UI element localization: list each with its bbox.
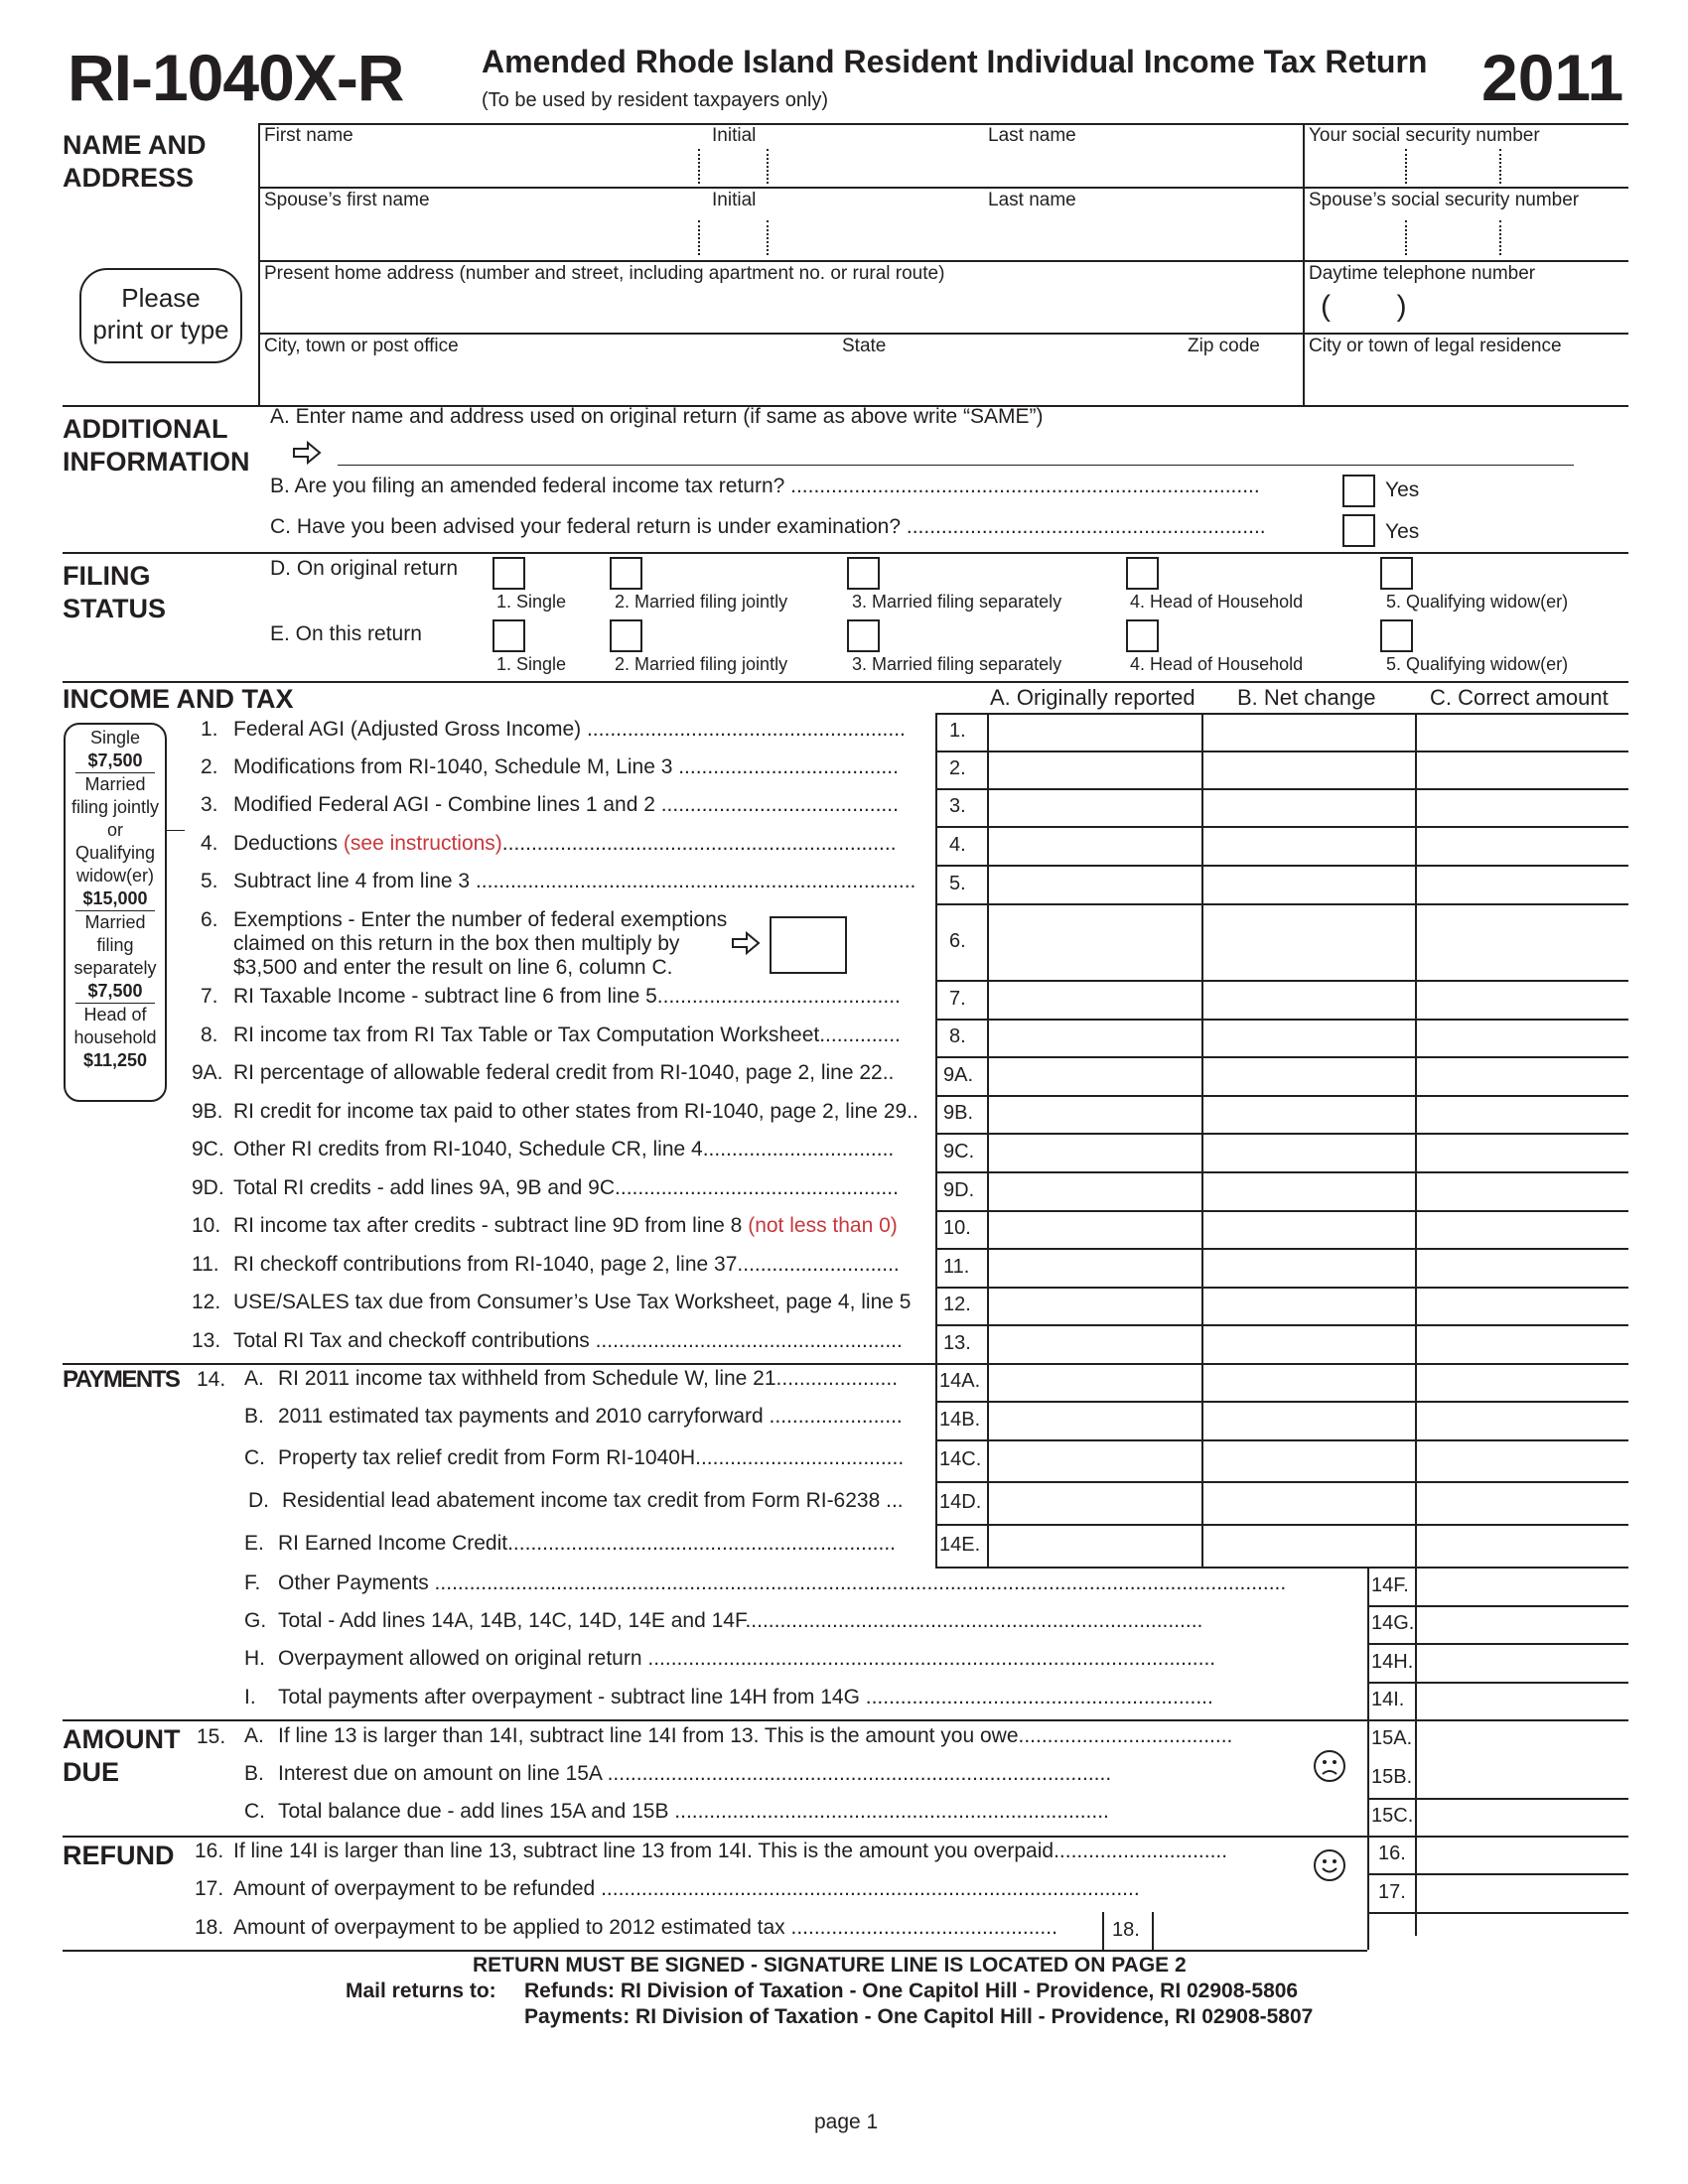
column-c-input[interactable] (1417, 1058, 1626, 1093)
line-number: 18. (195, 1916, 224, 1939)
this-married-jointly-checkbox[interactable] (610, 619, 642, 652)
this-qualifying-widower-checkbox[interactable] (1380, 619, 1413, 652)
column-c-input[interactable] (1417, 752, 1626, 786)
line-description: Total RI credits - add lines 9A, 9B and 9C................................................. (233, 1176, 899, 1199)
line-14-number: 14. (197, 1368, 226, 1391)
column-c-input[interactable] (1417, 1483, 1626, 1522)
question-a: A. Enter name and address used on original return (if same as above write “SAME”) (270, 405, 1044, 428)
arrow-icon (292, 441, 322, 470)
line-description: If line 13 is larger than 14I, subtract line 14I from 13. This is the amount you owe..................................... (278, 1724, 1233, 1747)
spouse-ssn-label: Spouse’s social security number (1309, 190, 1580, 210)
line-box-label: 15C. (1371, 1805, 1414, 1827)
line-letter: I. (244, 1686, 256, 1708)
estimated-tax-input[interactable] (1154, 1914, 1365, 1948)
column-b-input[interactable] (1203, 1021, 1413, 1054)
original-option-married-separately: 3. Married filing separately (852, 592, 1062, 612)
spouse-first-name-label: Spouse’s first name (264, 190, 430, 210)
spouse-initial-label: Initial (712, 190, 757, 210)
column-a-input[interactable] (989, 1173, 1199, 1208)
line-description: If line 14I is larger than line 13, subtract line 13 from 14I. This is the amount you overpaid.............................. (233, 1840, 1228, 1862)
this-option-head-of-household: 4. Head of Household (1130, 654, 1304, 674)
column-c-input[interactable] (1417, 1212, 1626, 1246)
line-letter: B. (244, 1405, 264, 1428)
line-box-label: 11. (943, 1255, 970, 1278)
column-c-input[interactable] (1417, 1021, 1626, 1054)
line-box-label: 8. (949, 1025, 966, 1047)
under-examination-yes-checkbox[interactable] (1342, 514, 1375, 547)
column-b-input[interactable] (1203, 1403, 1413, 1437)
column-c-input[interactable] (1417, 790, 1626, 824)
line-box-label: 15A. (1371, 1726, 1413, 1749)
original-qualifying-widower-checkbox[interactable] (1380, 557, 1413, 590)
original-option-single: 1. Single (496, 592, 567, 612)
column-c-input[interactable] (1417, 1097, 1626, 1131)
column-a-input[interactable] (989, 828, 1199, 863)
line-box-label: 14C. (939, 1448, 982, 1470)
line-description: Total payments after overpayment - subtract line 14H from 14G ............................................................ (278, 1686, 1213, 1708)
initial-label: Initial (712, 125, 757, 146)
column-a-input[interactable] (989, 982, 1199, 1017)
line-description: USE/SALES tax due from Consumer’s Use Tax Worksheet, page 4, line 5 (233, 1291, 912, 1313)
phone-input[interactable] (1307, 288, 1626, 330)
column-a-input[interactable] (989, 1058, 1199, 1093)
line-description: RI percentage of allowable federal credit from RI-1040, page 2, line 22.. (233, 1061, 895, 1084)
arrow-icon (731, 931, 761, 960)
line-description: Amount of overpayment to be refunded ............................................................................................. (233, 1877, 1140, 1900)
line-number: 4. (201, 832, 218, 855)
column-a-input[interactable] (989, 715, 1199, 749)
address-label: Present home address (number and street, including apartment no. or rural route) (264, 263, 945, 284)
column-c-input[interactable] (1417, 1441, 1626, 1479)
column-b-input[interactable] (1203, 1326, 1413, 1361)
line-box-label: 4. (949, 833, 966, 856)
column-b-input[interactable] (1203, 1289, 1413, 1322)
line-description: RI income tax after credits - subtract line 9D from line 8 (not less than 0) (233, 1214, 898, 1237)
original-name-address-input[interactable] (338, 437, 1574, 465)
section-additional-information: ADDITIONAL INFORMATION (63, 414, 250, 477)
column-b-input[interactable] (1203, 982, 1413, 1017)
column-a-input[interactable] (989, 867, 1199, 901)
under-examination-yes-label: Yes (1385, 520, 1420, 543)
column-a-input[interactable] (989, 1097, 1199, 1131)
line-box-label: 9D. (943, 1178, 975, 1201)
this-option-married-separately: 3. Married filing separately (852, 654, 1062, 674)
this-single-checkbox[interactable] (492, 619, 525, 652)
city-label: City, town or post office (264, 336, 459, 356)
column-c-input[interactable] (1417, 1326, 1626, 1361)
question-c: C. Have you been advised your federal return is under examination? .............................................................. (270, 515, 1266, 538)
section-refund: REFUND (63, 1841, 175, 1870)
last-name-label: Last name (988, 125, 1076, 146)
column-c-input[interactable] (1417, 867, 1626, 901)
this-return-label: E. On this return (270, 622, 422, 645)
line-letter: F. (244, 1571, 261, 1594)
column-c-input[interactable] (1417, 1645, 1626, 1680)
form-title: Amended Rhode Island Resident Individual Income Tax Return (482, 44, 1428, 79)
page-number: page 1 (814, 2111, 879, 2133)
original-option-qualifying-widower: 5. Qualifying widow(er) (1386, 592, 1569, 612)
this-option-qualifying-widower: 5. Qualifying widow(er) (1386, 654, 1569, 674)
column-a-input[interactable] (989, 1326, 1199, 1361)
section-payments: PAYMENTS (63, 1366, 180, 1393)
line-number: 12. (192, 1291, 221, 1313)
zip-label: Zip code (1188, 336, 1260, 356)
column-c-input[interactable] (1417, 1607, 1626, 1641)
column-b-input[interactable] (1203, 828, 1413, 863)
address-input[interactable] (262, 288, 1301, 330)
phone-label: Daytime telephone number (1309, 263, 1536, 284)
column-a-input[interactable] (989, 1135, 1199, 1169)
line-box-label: 14H. (1371, 1650, 1414, 1673)
column-a-input[interactable] (989, 1021, 1199, 1054)
column-b-input[interactable] (1203, 1365, 1413, 1399)
line-description: RI income tax from RI Tax Table or Tax Computation Worksheet.............. (233, 1024, 901, 1046)
amended-federal-yes-checkbox[interactable] (1342, 475, 1375, 507)
line-box-label: 12. (943, 1294, 971, 1315)
line-description: 2011 estimated tax payments and 2010 carryforward ....................... (278, 1405, 903, 1428)
spouse-last-name-input[interactable] (771, 220, 1301, 258)
original-married-jointly-checkbox[interactable] (610, 557, 642, 590)
column-a-header: A. Originally reported (990, 685, 1196, 710)
line-description: Federal AGI (Adjusted Gross Income) ....................................................... (233, 718, 906, 741)
column-b-input[interactable] (1203, 1483, 1413, 1522)
column-c-input[interactable] (1417, 1875, 1626, 1910)
initial-input[interactable] (701, 149, 765, 185)
frown-face-icon (1313, 1749, 1346, 1783)
section-amount-due: AMOUNT DUE (63, 1724, 181, 1787)
line-box-label: 3. (949, 795, 966, 817)
column-b-input[interactable] (1203, 790, 1413, 824)
line-number: 6. (201, 908, 218, 931)
phone-parentheses: ( ) (1321, 290, 1407, 323)
line-number: 13. (192, 1329, 221, 1352)
line-box-label: 14D. (939, 1490, 982, 1513)
column-a-input[interactable] (989, 1365, 1199, 1399)
line-description: Total balance due - add lines 15A and 15B ........................................................................... (278, 1800, 1109, 1823)
line-box-label: 9A. (943, 1063, 974, 1086)
original-return-label: D. On original return (270, 557, 459, 580)
line-description: RI credit for income tax paid to other states from RI-1040, page 2, line 29.. (233, 1100, 918, 1123)
column-c-input[interactable] (1417, 1800, 1626, 1834)
line-letter: C. (244, 1800, 265, 1823)
line-number: 3. (201, 793, 218, 816)
line-letter: B. (244, 1762, 264, 1785)
line-description: RI Taxable Income - subtract line 6 from line 5.......................................... (233, 985, 901, 1008)
column-c-header: C. Correct amount (1430, 685, 1609, 710)
line-letter: G. (244, 1609, 267, 1632)
line-box-label: 7. (949, 987, 966, 1010)
column-b-input[interactable] (1203, 1058, 1413, 1093)
column-a-input[interactable] (989, 1250, 1199, 1285)
line-box-label: 16. (1378, 1843, 1406, 1864)
column-b-input[interactable] (1203, 1212, 1413, 1246)
column-a-input[interactable] (989, 1212, 1199, 1246)
line-box-label: 18. (1112, 1919, 1140, 1941)
line-box-label: 5. (949, 872, 966, 894)
line-number: 2. (201, 755, 218, 778)
line-letter: D. (248, 1489, 269, 1512)
line-box-label: 15B. (1371, 1766, 1413, 1788)
column-c-input[interactable] (1417, 1403, 1626, 1437)
column-b-input[interactable] (1203, 1250, 1413, 1285)
spouse-first-name-input[interactable] (262, 220, 695, 258)
first-name-input[interactable] (262, 149, 695, 185)
column-c-input[interactable] (1417, 1721, 1626, 1756)
spouse-last-name-label: Last name (988, 190, 1076, 210)
column-a-input[interactable] (989, 1483, 1199, 1522)
this-married-separately-checkbox[interactable] (847, 619, 880, 652)
column-c-input[interactable] (1417, 1760, 1626, 1796)
spouse-ssn-input[interactable] (1307, 220, 1626, 258)
column-a-input[interactable] (989, 1289, 1199, 1322)
this-option-single: 1. Single (496, 654, 567, 674)
refunds-address: Refunds: RI Division of Taxation - One Capitol Hill - Providence, RI 02908-5806 (524, 1979, 1299, 2002)
column-b-input[interactable] (1203, 1135, 1413, 1169)
line-box-label: 6. (949, 929, 966, 952)
line-number: 9C. (192, 1138, 224, 1160)
city-input[interactable] (262, 359, 1301, 403)
column-c-input[interactable] (1417, 715, 1626, 749)
line-letter: H. (244, 1647, 265, 1670)
line-box-label: 14E. (939, 1533, 981, 1556)
line-box-label: 9C. (943, 1140, 975, 1162)
line-letter: C. (244, 1446, 265, 1469)
payments-address: Payments: RI Division of Taxation - One Capitol Hill - Providence, RI 02908-5807 (524, 2005, 1314, 2028)
column-a-input[interactable] (989, 752, 1199, 786)
this-option-married-jointly: 2. Married filing jointly (615, 654, 788, 674)
ssn-label: Your social security number (1309, 125, 1540, 146)
column-b-input[interactable] (1203, 1173, 1413, 1208)
column-a-input[interactable] (989, 1526, 1199, 1565)
line-description: Amount of overpayment to be applied to 2012 estimated tax .............................................. (233, 1916, 1057, 1939)
line-number: 9D. (192, 1176, 224, 1199)
line-box-label: 14F. (1371, 1573, 1409, 1596)
line-description: RI 2011 income tax withheld from Schedule W, line 21..................... (278, 1367, 899, 1390)
column-c-input[interactable] (1417, 1289, 1626, 1322)
original-option-head-of-household: 4. Head of Household (1130, 592, 1304, 612)
column-c-input[interactable] (1417, 905, 1626, 978)
line-description: Property tax relief credit from Form RI-1040H.................................... (278, 1446, 905, 1469)
column-c-input[interactable] (1417, 1526, 1626, 1565)
column-b-input[interactable] (1203, 1441, 1413, 1479)
smile-face-icon (1313, 1848, 1346, 1882)
column-a-input[interactable] (989, 790, 1199, 824)
column-b-input[interactable] (1203, 715, 1413, 749)
line-box-label: 14A. (939, 1370, 981, 1392)
column-b-input[interactable] (1203, 867, 1413, 901)
line-description: Modifications from RI-1040, Schedule M, Line 3 ...................................... (233, 755, 899, 778)
column-b-input[interactable] (1203, 752, 1413, 786)
line-description: Residential lead abatement income tax credit from Form RI-6238 ... (282, 1489, 904, 1512)
line-number: 17. (195, 1877, 224, 1900)
question-b: B. Are you filing an amended federal income tax return? ................................................................................. (270, 475, 1260, 497)
line-box-label: 2. (949, 757, 966, 779)
line-box-label: 17. (1378, 1880, 1406, 1903)
column-c-input[interactable] (1417, 1365, 1626, 1399)
line-number: 7. (201, 985, 218, 1008)
column-b-input[interactable] (1203, 1526, 1413, 1565)
line-description: Subtract line 4 from line 3 ............................................................................ (233, 870, 916, 892)
line-description: Other Payments ................................................................................................................................................... (278, 1571, 1287, 1594)
column-c-input[interactable] (1417, 1684, 1626, 1717)
line-box-label: 14I. (1371, 1689, 1405, 1710)
line-box-label: 1. (949, 720, 966, 742)
line-number: 10. (192, 1214, 221, 1237)
original-married-separately-checkbox[interactable] (847, 557, 880, 590)
line-description: Exemptions - Enter the number of federal exemptions (233, 908, 728, 931)
column-c-input[interactable] (1417, 1173, 1626, 1208)
this-head-of-household-checkbox[interactable] (1126, 619, 1159, 652)
last-name-input[interactable] (771, 149, 1301, 185)
line-letter: E. (244, 1532, 264, 1555)
line-box-label: 14G. (1371, 1612, 1415, 1634)
state-label: State (842, 336, 887, 356)
line-description: Other RI credits from RI-1040, Schedule CR, line 4................................. (233, 1138, 895, 1160)
first-name-label: First name (264, 125, 353, 146)
line-description: Total - Add lines 14A, 14B, 14C, 14D, 14E and 14F............................................................................... (278, 1609, 1203, 1632)
line-description: Modified Federal AGI - Combine lines 1 and 2 ......................................... (233, 793, 899, 816)
line-description: claimed on this return in the box then multiply by (233, 932, 680, 955)
print-or-type-note: Please print or type (79, 268, 242, 363)
line-description: Interest due on amount on line 15A ....................................................................................... (278, 1762, 1112, 1785)
ssn-input[interactable] (1307, 149, 1626, 185)
line-description: Overpayment allowed on original return .................................................................................................. (278, 1647, 1216, 1670)
spouse-initial-input[interactable] (701, 220, 765, 258)
form-id: RI-1040X-R (68, 41, 404, 114)
line-15-number: 15. (197, 1725, 226, 1748)
line-number: 1. (201, 718, 218, 741)
section-income-and-tax: INCOME AND TAX (63, 684, 294, 714)
column-a-input[interactable] (989, 1403, 1199, 1437)
column-b-input[interactable] (1203, 1097, 1413, 1131)
column-c-input[interactable] (1417, 1838, 1626, 1871)
line-description: Deductions (see instructions).................................................................... (233, 832, 897, 855)
signature-notice: RETURN MUST BE SIGNED - SIGNATURE LINE IS LOCATED ON PAGE 2 (473, 1954, 1187, 1977)
form-year: 2011 (1481, 41, 1624, 114)
line-box-label: 14B. (939, 1408, 981, 1431)
original-option-married-jointly: 2. Married filing jointly (615, 592, 788, 612)
form-subtitle: (To be used by resident taxpayers only) (482, 89, 829, 111)
line-description: $3,500 and enter the result on line 6, column C. (233, 956, 673, 979)
column-a-input[interactable] (989, 1441, 1199, 1479)
column-c-input[interactable] (1417, 982, 1626, 1017)
line-description: RI checkoff contributions from RI-1040, page 2, line 37............................ (233, 1253, 900, 1276)
line-number: 9A. (192, 1061, 223, 1084)
section-name-address: NAME AND ADDRESS (63, 130, 207, 193)
line-number: 16. (195, 1840, 224, 1862)
line-number: 9B. (192, 1100, 223, 1123)
line-description: Total RI Tax and checkoff contributions ..................................................... (233, 1329, 903, 1352)
line-number: 11. (192, 1253, 219, 1276)
line-description: RI Earned Income Credit................................................................... (278, 1532, 897, 1555)
column-c-input[interactable] (1417, 828, 1626, 863)
column-c-input[interactable] (1417, 1569, 1626, 1603)
mail-returns-label: Mail returns to: (346, 1979, 496, 2002)
amended-federal-yes-label: Yes (1385, 478, 1420, 501)
line-box-label: 9B. (943, 1102, 974, 1124)
exemptions-count-input[interactable] (770, 916, 847, 974)
standard-deduction-box: Single $7,500 Married filing jointly or Qualifying widow(er) $15,000 Married filing separately $7,500 Head of household $11,250 (64, 723, 167, 1102)
line-number: 8. (201, 1024, 218, 1046)
line-number: 5. (201, 870, 218, 892)
legal-residence-input[interactable] (1307, 359, 1626, 403)
column-b-header: B. Net change (1237, 685, 1376, 710)
column-c-input[interactable] (1417, 1250, 1626, 1285)
legal-residence-label: City or town of legal residence (1309, 336, 1562, 356)
original-single-checkbox[interactable] (492, 557, 525, 590)
line-box-label: 13. (943, 1331, 971, 1354)
column-c-input[interactable] (1417, 1135, 1626, 1169)
original-head-of-household-checkbox[interactable] (1126, 557, 1159, 590)
section-filing-status: FILING STATUS (63, 561, 166, 623)
line-letter: A. (244, 1367, 264, 1390)
line-box-label: 10. (943, 1217, 971, 1239)
line-letter: A. (244, 1724, 264, 1747)
